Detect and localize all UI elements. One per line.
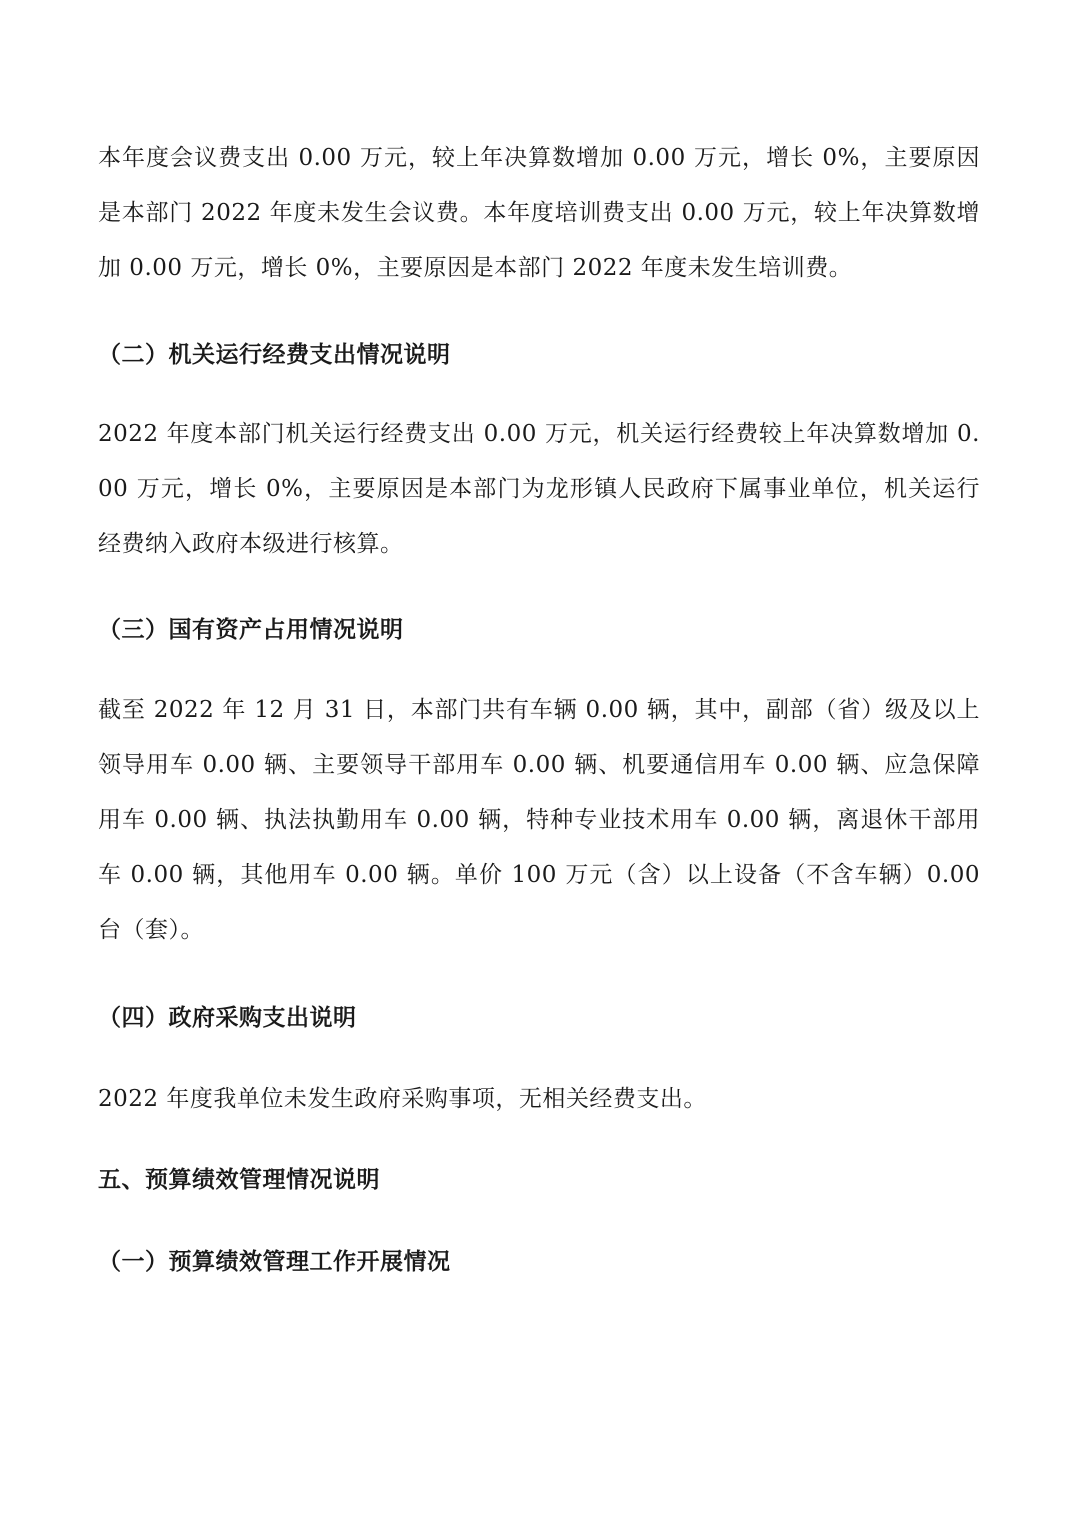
paragraph-government-procurement: 2022 年度我单位未发生政府采购事项，无相关经费支出。 bbox=[98, 1086, 707, 1112]
section-title-performance-management: 五、预算绩效管理情况说明 bbox=[98, 1166, 380, 1193]
paragraph-operating-expenses: 2022 年度本部门机关运行经费支出 0.00 万元，机关运行经费较上年决算数增加 0.00 万元，增长 0%，主要原因是本部门为龙形镇人民政府下属事业单位，机关运行经费纳入政府本级进行核算。 bbox=[98, 421, 980, 557]
heading-government-procurement: （四）政府采购支出说明 bbox=[98, 1004, 357, 1031]
heading-operating-expenses: （二）机关运行经费支出情况说明 bbox=[98, 341, 451, 368]
paragraph-meeting-training-fees: 本年度会议费支出 0.00 万元，较上年决算数增加 0.00 万元，增长 0%，主要原因是本部门 2022 年度未发生会议费。本年度培训费支出 0.00 万元，较上年决算数增加 0.00 万元，增长 0%，主要原因是本部门 2022 年度未发生培训费。 bbox=[98, 145, 980, 281]
heading-state-assets: （三）国有资产占用情况说明 bbox=[98, 616, 404, 643]
heading-performance-work: （一）预算绩效管理工作开展情况 bbox=[98, 1248, 451, 1275]
paragraph-state-assets: 截至 2022 年 12 月 31 日，本部门共有车辆 0.00 辆，其中，副部（省）级及以上领导用车 0.00 辆、主要领导干部用车 0.00 辆、机要通信用车 0.00 辆、应急保障用车 0.00 辆、执法执勤用车 0.00 辆，特种专业技术用车 0.00 辆，离退休干部用车 0.00 辆，其他用车 0.00 辆。单价 100 万元（含）以上设备（不含车辆）0.00 台（套）。 bbox=[98, 697, 980, 943]
